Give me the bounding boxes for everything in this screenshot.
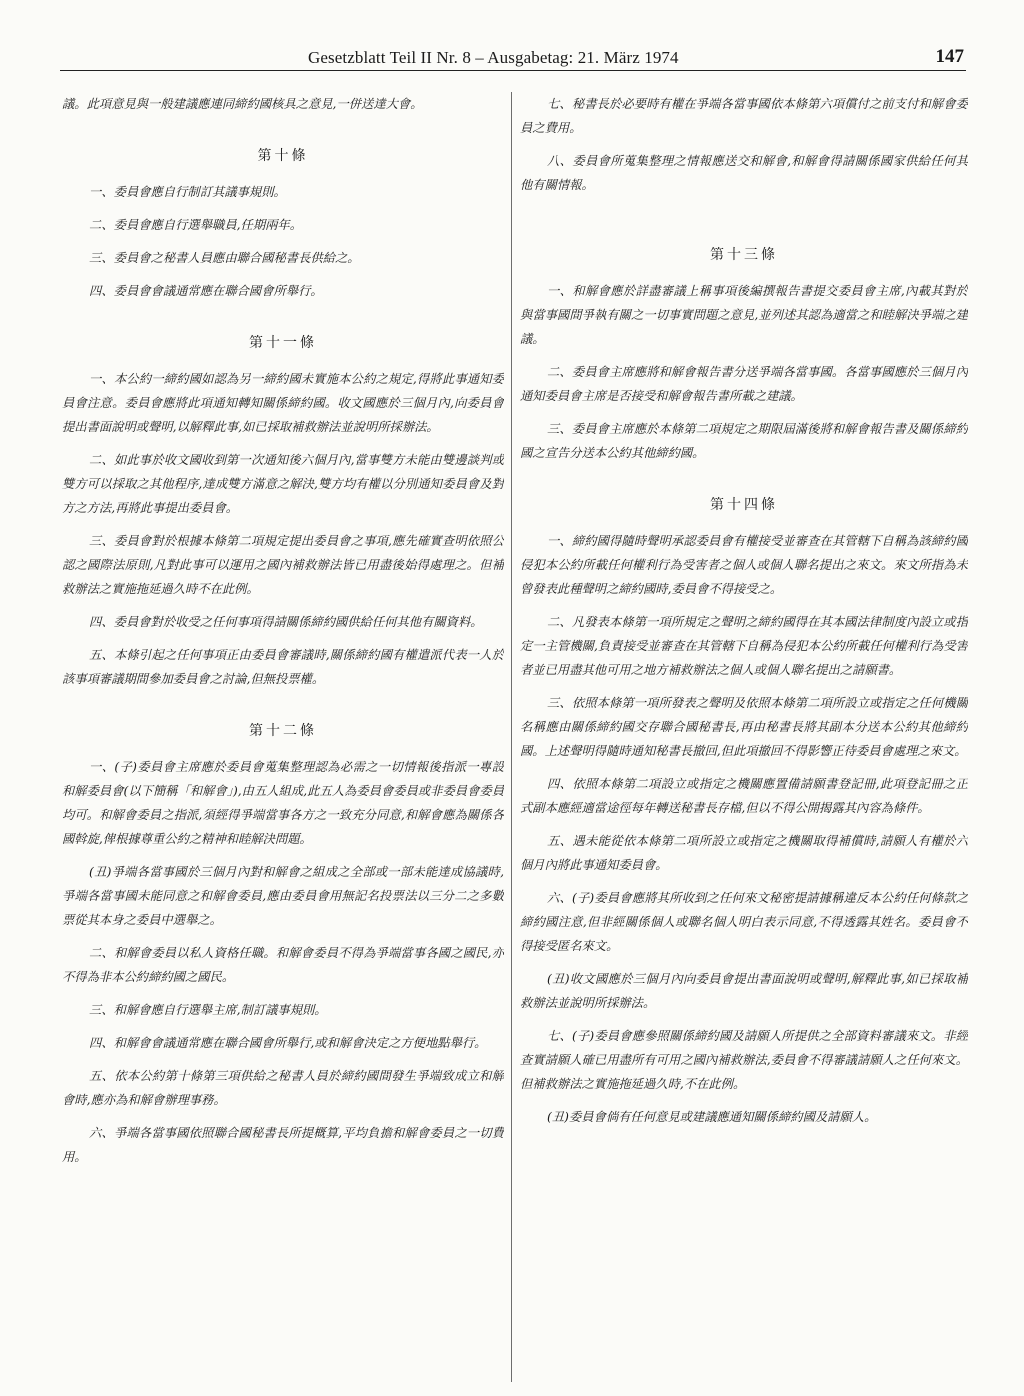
paragraph: 三、和解會應自行選舉主席,制訂議事規則。 xyxy=(89,1003,327,1017)
article-heading: 第十三條 xyxy=(710,247,778,263)
paragraph: (丑)委員會倘有任何意見或建議應通知關係締約國及請願人。 xyxy=(547,1110,877,1124)
paragraph: 四、委員會對於收受之任何事項得請關係締約國供給任何其他有關資料。 xyxy=(89,615,483,629)
paragraph: 四、依照本條第二項設立或指定之機關應置備請願書登記冊,此項登記冊之正式副本應經適當途徑每年轉送秘書長存檔,但以不得公開揭露其內容為條件。 xyxy=(520,777,968,815)
right-column xyxy=(520,92,968,1138)
paragraph: 二、委員會應自行選舉職員,任期兩年。 xyxy=(89,218,303,232)
paragraph: 五、本條引起之任何事項正由委員會審議時,關係締約國有權遣派代表一人於該事項審議期間參加委員會之討論,但無投票權。 xyxy=(62,648,504,686)
paragraph: 二、和解會委員以私人資格任職。和解會委員不得為爭端當事各國之國民,亦不得為非本公約締約國之國民。 xyxy=(62,946,504,984)
paragraph: 一、締約國得隨時聲明承認委員會有權接受並審查在其管轄下自稱為該締約國侵犯本公約所載任何權利行為受害者之個人或個人聯名提出之來文。來文所指為未曾發表此種聲明之締約國時,委員會不得接受之。 xyxy=(520,534,968,596)
paragraph: 四、委員會會議通常應在聯合國會所舉行。 xyxy=(89,284,323,298)
page-number: 147 xyxy=(935,46,964,67)
paragraph: 四、和解會會議通常應在聯合國會所舉行,或和解會決定之方便地點舉行。 xyxy=(89,1036,487,1050)
paragraph: 六、(子)委員會應將其所收到之任何來文秘密提請據稱違反本公約任何條款之締約國注意,但非經關係個人或聯名個人明白表示同意,不得透露其姓名。委員會不得接受匿名來文。 xyxy=(520,891,968,953)
paragraph: 七、(子)委員會應參照關係締約國及請願人所提供之全部資料審議來文。非經查實請願人確已用盡所有可用之國內補救辦法,委員會不得審議請願人之任何來文。但補救辦法之實施拖延過久時,不在此例。 xyxy=(520,1029,968,1091)
paragraph: 三、依照本條第一項所發表之聲明及依照本條第二項所設立或指定之任何機關名稱應由關係締約國交存聯合國秘書長,再由秘書長將其副本分送本公約其他締約國。上述聲明得隨時通知秘書長撤回,但此項撤回不得影響正待委員會處理之來文。 xyxy=(520,696,968,758)
left-column xyxy=(62,92,504,1178)
article-heading: 第十四條 xyxy=(710,497,778,513)
paragraph: 一、本公約一締約國如認為另一締約國未實施本公約之規定,得將此事通知委員會注意。委員會應將此項通知轉知關係締約國。收文國應於三個月內,向委員會提出書面說明或聲明,以解釋此事,如已採取補救辦法並說明所採辦法。 xyxy=(62,372,504,434)
paragraph: 八、委員會所蒐集整理之情報應送交和解會,和解會得請關係國家供給任何其他有關情報。 xyxy=(520,154,968,192)
paragraph: 二、凡發表本條第一項所規定之聲明之締約國得在其本國法律制度內設立或指定一主管機關,負責接受並審查在其管轄下自稱為侵犯本公約所載任何權利行為受害者並已用盡其他可用之地方補救辦法之個人或個人聯名提出之請願書。 xyxy=(520,615,968,677)
paragraph: 二、如此事於收文國收到第一次通知後六個月內,當事雙方未能由雙邊談判或雙方可以採取之其他程序,達成雙方滿意之解決,雙方均有權以分別通知委員會及對方之方法,再將此事提出委員會。 xyxy=(62,453,504,515)
paragraph: 二、委員會主席應將和解會報告書分送爭端各當事國。各當事國應於三個月內通知委員會主席是否接受和解會報告書所載之建議。 xyxy=(520,365,968,403)
paragraph: 五、依本公約第十條第三項供給之秘書人員於締約國間發生爭端致成立和解會時,應亦為和解會辦理事務。 xyxy=(62,1069,504,1107)
paragraph: 七、秘書長於必要時有權在爭端各當事國依本條第六項償付之前支付和解會委員之費用。 xyxy=(520,97,968,135)
paragraph: 五、遇未能從依本條第二項所設立或指定之機關取得補償時,請願人有權於六個月內將此事通知委員會。 xyxy=(520,834,968,872)
paragraph: 一、委員會應自行制訂其議事規則。 xyxy=(89,185,286,199)
article-heading: 第十二條 xyxy=(249,723,317,739)
article-heading: 第十條 xyxy=(257,148,309,164)
paragraph: 六、爭端各當事國依照聯合國秘書長所提概算,平均負擔和解會委員之一切費用。 xyxy=(62,1126,504,1164)
column-divider xyxy=(511,92,512,1382)
paragraph: 三、委員會主席應於本條第二項規定之期限屆滿後將和解會報告書及關係締約國之宣告分送本公約其他締約國。 xyxy=(520,422,968,460)
paragraph: (丑)爭端各當事國於三個月內對和解會之組成之全部或一部未能達成協議時,爭端各當事國未能同意之和解會委員,應由委員會用無記名投票法以三分二之多數票從其本身之委員中選舉之。 xyxy=(62,865,504,927)
paragraph: 議。此項意見與一般建議應連同締約國核具之意見,一併送達大會。 xyxy=(62,97,423,111)
paragraph: 一、(子)委員會主席應於委員會蒐集整理認為必需之一切情報後指派一專設和解委員會(以下簡稱「和解會」),由五人組成,此五人為委員會委員或非委員會委員均可。和解會委員之指派,須經得爭端當事各方之一致充分同意,和解會應為關係各國斡旋,俾根據尊重公約之精神和睦解決問題。 xyxy=(62,760,504,846)
paragraph: 三、委員會之秘書人員應由聯合國秘書長供給之。 xyxy=(89,251,360,265)
paragraph: (丑)收文國應於三個月內向委員會提出書面說明或聲明,解釋此事,如已採取補救辦法並說明所採辦法。 xyxy=(520,972,968,1010)
article-heading: 第十一條 xyxy=(249,335,317,351)
paragraph: 一、和解會應於詳盡審議上稱事項後編撰報告書提交委員會主席,內載其對於與當事國間爭執有關之一切事實問題之意見,並列述其認為適當之和睦解決爭端之建議。 xyxy=(520,284,968,346)
publication-title: Gesetzblatt Teil II Nr. 8 – Ausgabetag: 21. März 1974 xyxy=(308,48,679,67)
page-header xyxy=(60,40,966,71)
paragraph: 三、委員會對於根據本條第二項規定提出委員會之事項,應先確實查明依照公認之國際法原則,凡對此事可以運用之國內補救辦法皆已用盡後始得處理之。但補救辦法之實施拖延過久時不在此例。 xyxy=(62,534,504,596)
